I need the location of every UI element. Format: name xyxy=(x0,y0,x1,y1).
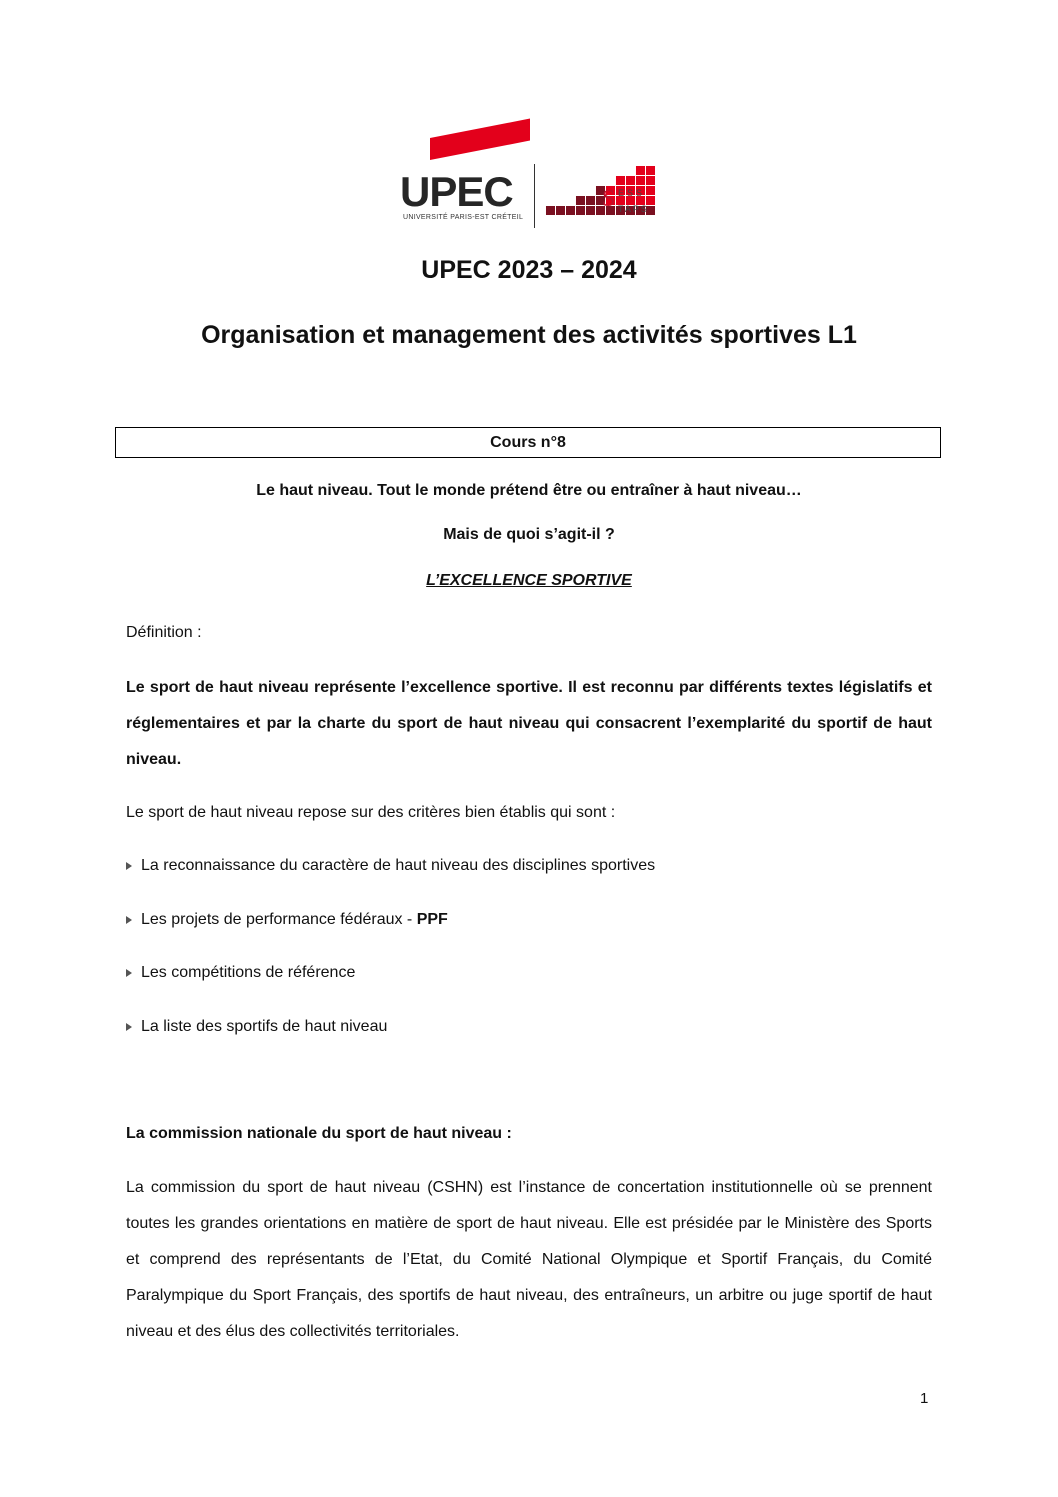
criteria-item-bold: PPF xyxy=(416,911,448,928)
criteria-item-text: La reconnaissance du caractère de haut niveau des disciplines sportives xyxy=(141,857,656,874)
logo-grid-cell xyxy=(626,176,635,185)
section-title-excellence xyxy=(0,572,1058,590)
logo-grid-cell xyxy=(546,206,555,215)
logo-grid-cell xyxy=(576,196,585,205)
bullet-arrow-icon xyxy=(126,1023,132,1031)
definition-text: Le sport de haut niveau représente l’excellence sportive. Il est reconnu par différents textes législatifs et réglementaires et par la charte du sport de haut niveau qui consacrent l’exemplarité du sportif de haut niveau. xyxy=(126,679,932,768)
section-title-text: L’EXCELLENCE SPORTIVE xyxy=(426,572,632,589)
criteria-intro: Le sport de haut niveau repose sur des critères bien établis qui sont : xyxy=(126,804,616,821)
logo-grid-cell xyxy=(636,176,645,185)
logo-red-bar xyxy=(430,119,530,160)
logo-grid-cell xyxy=(586,196,595,205)
logo-divider xyxy=(534,164,535,228)
staps-logo-taps: TAPS xyxy=(618,204,649,214)
criteria-item-text: Les projets de performance fédéraux - xyxy=(141,911,417,928)
criteria-item xyxy=(126,964,355,982)
logo-upec-text: UPEC xyxy=(400,168,513,215)
bullet-arrow-icon xyxy=(126,969,132,977)
bullet-arrow-icon xyxy=(126,862,132,870)
criteria-item xyxy=(126,911,448,929)
commission-heading: La commission nationale du sport de haut niveau : xyxy=(126,1125,512,1142)
commission-text: La commission du sport de haut niveau (CSHN) est l’instance de concertation institutionnelle où se prennent toutes les grandes orientations en matière de sport de haut niveau. Elle est présidée par le Ministère des Sports et comprend des représentants de l’Etat, du Comité National Olympique et Sportif Français, du Comité Paralympique du Sport Français, des sportifs de haut niveau, des entraîneurs, un arbitre ou juge sportif de haut niveau et des élus des collectivités territoriales. xyxy=(126,1179,932,1340)
criteria-item xyxy=(126,1018,387,1036)
definition-label: Définition : xyxy=(126,624,202,641)
bullet-arrow-icon xyxy=(126,916,132,924)
course-number-box: Cours n°8 xyxy=(115,427,941,458)
criteria-item xyxy=(126,857,655,875)
university-logo xyxy=(400,124,662,230)
logo-grid-cell xyxy=(586,206,595,215)
logo-grid-cell xyxy=(616,176,625,185)
criteria-item-text: Les compétitions de référence xyxy=(141,964,356,981)
criteria-item-text: La liste des sportifs de haut niveau xyxy=(141,1018,388,1035)
logo-grid-cell xyxy=(646,166,655,175)
logo-grid-cell xyxy=(646,186,655,195)
logo-upec-subtitle: UNIVERSITÉ PARIS-EST CRÉTEIL xyxy=(403,214,524,221)
page-title-year: UPEC 2023 – 2024 xyxy=(421,256,637,284)
intro-line-2: Mais de quoi s’agit-il ? xyxy=(443,526,615,543)
logo-grid-cell xyxy=(576,206,585,215)
logo-grid-cell xyxy=(646,176,655,185)
page-title-course: Organisation et management des activités sportives L1 xyxy=(201,321,857,349)
staps-logo-ess: ESS xyxy=(618,188,646,198)
page-number: 1 xyxy=(920,1390,929,1407)
logo-grid-cell xyxy=(636,166,645,175)
logo-grid-cell xyxy=(556,206,565,215)
logo-grid-cell xyxy=(566,206,575,215)
staps-logo-s: S xyxy=(602,186,616,212)
intro-line-1: Le haut niveau. Tout le monde prétend être ou entraîner à haut niveau… xyxy=(256,482,802,499)
